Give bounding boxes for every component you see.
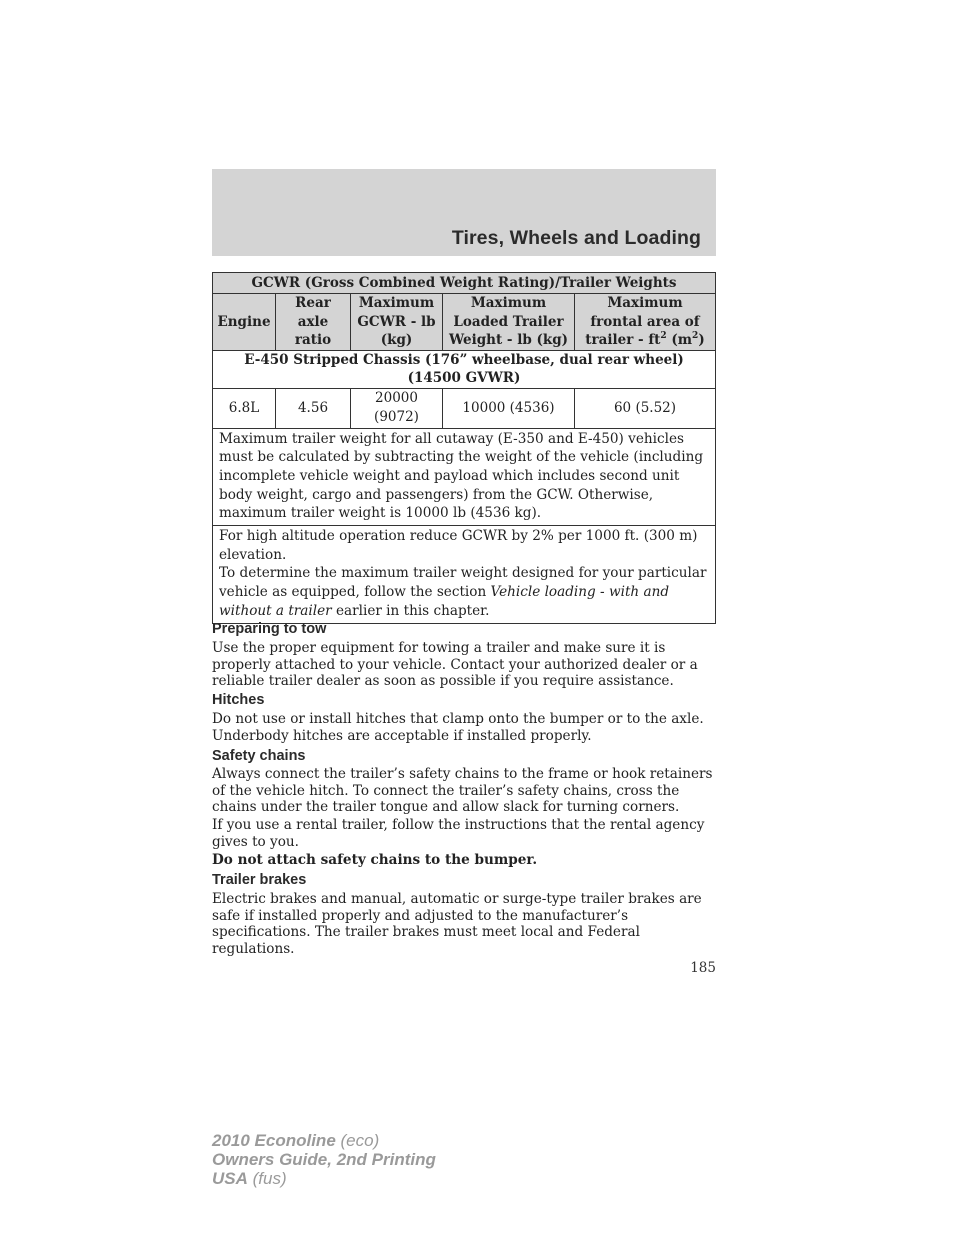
altitude-note: For high altitude operation reduce GCWR by 2% per 1000 ft. (300 m) elevation. <box>219 528 698 563</box>
col-max-trailer-header: Maximum Loaded Trailer Weight - lb (kg) <box>443 294 575 351</box>
table-note-altitude <box>213 526 716 624</box>
cell-trailer-weight: 10000 (4536) <box>443 388 575 428</box>
page-number: 185 <box>690 960 716 976</box>
col-rear-axle-header: Rear axle ratio <box>276 294 351 351</box>
cell-engine: 6.8L <box>213 388 276 428</box>
col-frontal-area-header: Maximum frontal area of trailer - $ft^2$ $(m^2)$ <box>575 294 716 351</box>
safety-chains-warning: Do not attach safety chains to the bumper. <box>212 852 538 868</box>
text-preparing-to-tow: Use the proper equipment for towing a trailer and make sure it is properly attached to your vehicle. Contact your authorized dealer or a reliable trailer dealer as soon as possible if you require assistance. <box>212 640 698 690</box>
gcwr-trailer-weights-table <box>212 272 716 624</box>
text-trailer-brakes: Electric brakes and manual, automatic or surge-type trailer brakes are safe if installed properly and adjusted to the manufacturer’s specifications. The trailer brakes must meet local and Federal regulations. <box>212 891 702 957</box>
cell-frontal-area: 60 (5.52) <box>575 388 716 428</box>
text-safety-chains-2: If you use a rental trailer, follow the instructions that the rental agency gives to you. <box>212 817 705 850</box>
footer-edition-info: 2010 Econoline (eco) Owners Guide, 2nd Printing USA (fus) <box>212 1131 436 1188</box>
table-title: GCWR (Gross Combined Weight Rating)/Trailer Weights <box>213 273 716 294</box>
chapter-header-band <box>212 169 716 256</box>
max-trailer-note: To determine the maximum trailer weight designed for your particular vehicle as equipped, follow the section Vehicle loading - with and without a trailer earlier in this chapter. <box>219 565 707 619</box>
chassis-subheader: E-450 Stripped Chassis (176” wheelbase, dual rear wheel) (14500 GVWR) <box>213 350 716 388</box>
table-note-cutaway: Maximum trailer weight for all cutaway (E-350 and E-450) vehicles must be calculated by subtracting the weight of the vehicle (including incomplete vehicle weight and payload which includes second unit body weight, cargo and passengers) from the GCW. Otherwise, maximum trailer weight is 10000 lb (4536 kg). <box>213 428 716 526</box>
col-max-gcwr-header: Maximum GCWR - lb (kg) <box>351 294 443 351</box>
heading-preparing-to-tow: Preparing to tow <box>212 621 327 637</box>
text-hitches: Do not use or install hitches that clamp onto the bumper or to the axle. Underbody hitches are acceptable if installed properly. <box>212 711 704 744</box>
heading-safety-chains: Safety chains <box>212 748 306 764</box>
table-row <box>213 388 716 428</box>
cell-axle-ratio: 4.56 <box>276 388 351 428</box>
col-engine-header: Engine <box>213 294 276 351</box>
cell-gcwr: 20000 (9072) <box>351 388 443 428</box>
heading-hitches: Hitches <box>212 692 265 708</box>
chapter-title: Tires, Wheels and Loading <box>451 227 701 249</box>
heading-trailer-brakes: Trailer brakes <box>212 872 307 888</box>
text-safety-chains-1: Always connect the trailer’s safety chains to the frame or hook retainers of the vehicle hitch. To connect the trailer’s safety chains, cross the chains under the trailer tongue and allow slack for turning corners. <box>212 766 713 816</box>
